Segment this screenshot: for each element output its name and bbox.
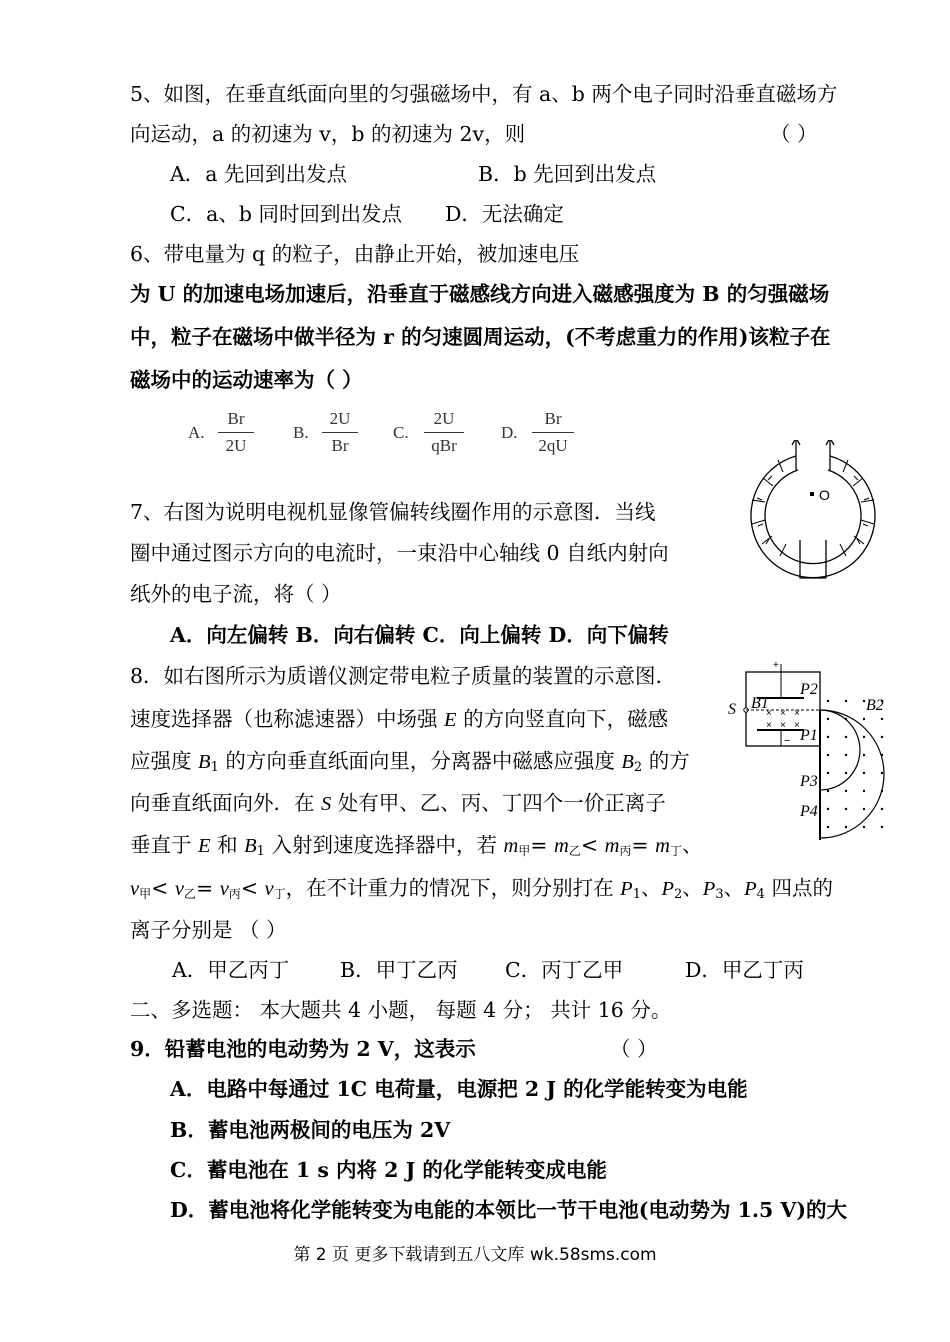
figure-label-p2: P2 (800, 681, 818, 698)
q6-line4: 磁场中的运动速率为（ ） (130, 368, 363, 392)
q6-option-a-fraction (218, 408, 254, 457)
q6-option-d-denominator: 2qU (538, 436, 568, 455)
q8-option-c: C．丙丁乙甲 (505, 958, 624, 982)
deflection-coil-figure (738, 440, 890, 585)
q5-paren: （ ） (770, 122, 818, 146)
q7-options: A．向左偏转 B．向右偏转 C．向上偏转 D．向下偏转 (170, 623, 669, 647)
q9-option-a: A．电路中每通过 1C 电荷量，电源把 2 J 的化学能转变为电能 (170, 1077, 748, 1101)
q6-option-b-label: B. (293, 423, 309, 442)
figure-label-b1: B1 (751, 695, 769, 712)
figure-label-p3: P3 (800, 773, 818, 790)
svg-text:−: − (784, 735, 791, 747)
q6-line3: 中，粒子在磁场中做半径为 r 的匀速圆周运动，(不考虑重力的作用)该粒子在 (130, 325, 831, 349)
figure-label-p4: P4 (800, 803, 818, 820)
q9-option-d: D．蓄电池将化学能转变为电能的本领比一节干电池(电动势为 1.5 V)的大 (170, 1198, 848, 1222)
q8-option-a: A．甲乙丙丁 (172, 958, 290, 982)
q9-line1: 9．铅蓄电池的电动势为 2 V，这表示 (130, 1037, 476, 1061)
svg-text:+: + (773, 660, 779, 671)
q8-line4: 向垂直纸面向外．在 S 处有甲、乙、丙、丁四个一价正离子 (130, 791, 666, 815)
q5-line1: 5、如图，在垂直纸面向里的匀强磁场中，有 a、b 两个电子同时沿垂直磁场方 (130, 82, 838, 106)
q6-option-b-fraction (322, 408, 358, 457)
mass-spectrometer-figure (724, 658, 894, 840)
q8-line2: 速度选择器（也称滤速器）中场强 E 的方向竖直向下，磁感 (130, 707, 669, 731)
figure-label-p1: P1 (800, 727, 818, 744)
q7-line3: 纸外的电子流，将（ ） (130, 582, 342, 606)
section2-heading: 二、多选题： 本大题共 4 小题， 每题 4 分； 共计 16 分。 (130, 998, 672, 1022)
figure-label-b2: B2 (866, 697, 884, 714)
q6-option-c-label: C. (393, 423, 409, 442)
q5-option-d: D．无法确定 (445, 202, 564, 226)
q6-line1: 6、带电量为 q 的粒子，由静止开始，被加速电压 (130, 242, 580, 266)
q6-option-c-numerator: 2U (433, 409, 455, 428)
q5-option-a: A．a 先回到出发点 (170, 162, 348, 186)
q6-option-d-label: D. (501, 423, 518, 442)
q8-line6: v甲< v乙= v丙< v丁，在不计重力的情况下，则分别打在 $P_1$、$P_2$、$P_3$、$P_4$ 四点的 (130, 876, 833, 902)
q8-line1: 8．如右图所示为质谱仪测定带电粒子质量的装置的示意图． (130, 664, 677, 688)
page-footer: 第 2 页 更多下载请到五八文库 wk.58sms.com (293, 1245, 657, 1265)
svg-text:×: × (794, 720, 800, 731)
svg-text:×: × (766, 720, 772, 731)
q8-option-b: B．甲丁乙丙 (340, 958, 458, 982)
figure-label-s: S (728, 701, 736, 718)
q8-option-d: D．甲乙丁丙 (685, 958, 804, 982)
q5-line2: 向运动，a 的初速为 v，b 的初速为 2v，则 (130, 122, 526, 146)
q6-option-c-fraction (424, 408, 464, 457)
q9-option-b: B．蓄电池两极间的电压为 2V (170, 1118, 451, 1142)
q8-line5: 垂直于 E 和 $B_1$ 入射到速度选择器中，若 m甲= m乙< m丙= m丁、 (130, 833, 703, 859)
svg-text:×: × (766, 708, 772, 719)
svg-text:×: × (794, 708, 800, 719)
q6-option-a-numerator: Br (227, 409, 245, 428)
q8-line7: 离子分别是 （ ） (130, 918, 287, 942)
q6-option-b-numerator: 2U (329, 409, 351, 428)
q9-option-c: C．蓄电池在 1 s 内将 2 J 的化学能转变成电能 (170, 1158, 607, 1182)
q6-option-a-denominator: 2U (225, 436, 247, 455)
svg-text:×: × (780, 708, 786, 719)
q7-line2: 圈中通过图示方向的电流时，一束沿中心轴线 0 自纸内射向 (130, 541, 669, 565)
svg-text:×: × (780, 720, 786, 731)
q6-option-b-denominator: Br (331, 436, 349, 455)
q6-line2: 为 U 的加速电场加速后，沿垂直于磁感线方向进入磁感强度为 B 的匀强磁场 (130, 282, 830, 306)
q9-paren: （ ） (610, 1037, 658, 1061)
q6-option-d-numerator: Br (544, 409, 562, 428)
q6-option-d-fraction (532, 408, 574, 457)
q5-option-c: C．a、b 同时回到出发点 (170, 202, 403, 226)
q8-line3: 应强度 $B_1$ 的方向垂直纸面向里，分离器中磁感应强度 $B_2$ 的方 (130, 749, 690, 775)
q7-line1: 7、右图为说明电视机显像管偏转线圈作用的示意图．当线 (130, 500, 656, 524)
coil-center-label: O (819, 487, 830, 503)
q5-option-b: B．b 先回到出发点 (478, 162, 657, 186)
q6-option-a-label: A. (188, 423, 205, 442)
q6-option-c-denominator: qBr (431, 436, 457, 455)
